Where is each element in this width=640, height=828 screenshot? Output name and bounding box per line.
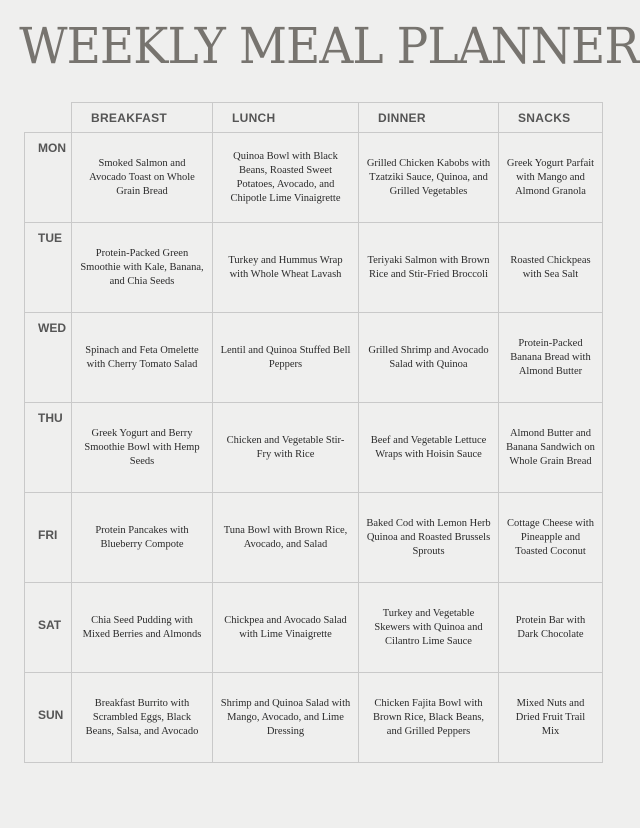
- meal-cell-sat-lunch: Chickpea and Avocado Salad with Lime Vinaigrette: [213, 583, 359, 673]
- meal-cell-wed-snacks: Protein-Packed Banana Bread with Almond Butter: [499, 313, 603, 403]
- meal-cell-mon-dinner: Grilled Chicken Kabobs with Tzatziki Sauce, Quinoa, and Grilled Vegetables: [359, 133, 499, 223]
- table-row: [25, 493, 603, 583]
- meal-cell-tue-breakfast: Protein-Packed Green Smoothie with Kale, Banana, and Chia Seeds: [72, 223, 213, 313]
- column-header-snacks: SNACKS: [499, 103, 603, 133]
- meal-cell-sun-snacks: Mixed Nuts and Dried Fruit Trail Mix: [499, 673, 603, 763]
- meal-cell-tue-snacks: Roasted Chickpeas with Sea Salt: [499, 223, 603, 313]
- day-label-mon: MON: [25, 133, 72, 223]
- table-row: [25, 133, 603, 223]
- column-header-breakfast: BREAKFAST: [72, 103, 213, 133]
- table-row: [25, 673, 603, 763]
- meal-cell-thu-breakfast: Greek Yogurt and Berry Smoothie Bowl with Hemp Seeds: [72, 403, 213, 493]
- meal-cell-mon-breakfast: Smoked Salmon and Avocado Toast on Whole Grain Bread: [72, 133, 213, 223]
- meal-cell-fri-lunch: Tuna Bowl with Brown Rice, Avocado, and Salad: [213, 493, 359, 583]
- meal-cell-sat-snacks: Protein Bar with Dark Chocolate: [499, 583, 603, 673]
- meal-cell-tue-lunch: Turkey and Hummus Wrap with Whole Wheat Lavash: [213, 223, 359, 313]
- meal-cell-fri-snacks: Cottage Cheese with Pineapple and Toasted Coconut: [499, 493, 603, 583]
- day-label-tue: TUE: [25, 223, 72, 313]
- meal-cell-fri-breakfast: Protein Pancakes with Blueberry Compote: [72, 493, 213, 583]
- meal-cell-wed-lunch: Lentil and Quinoa Stuffed Bell Peppers: [213, 313, 359, 403]
- meal-cell-tue-dinner: Teriyaki Salmon with Brown Rice and Stir-Fried Broccoli: [359, 223, 499, 313]
- table-row: [25, 583, 603, 673]
- meal-planner-table: [24, 102, 603, 763]
- table-row: [25, 403, 603, 493]
- day-label-wed: WED: [25, 313, 72, 403]
- header-row: [25, 103, 603, 133]
- meal-cell-sat-breakfast: Chia Seed Pudding with Mixed Berries and Almonds: [72, 583, 213, 673]
- table-row: [25, 223, 603, 313]
- meal-cell-fri-dinner: Baked Cod with Lemon Herb Quinoa and Roasted Brussels Sprouts: [359, 493, 499, 583]
- meal-cell-sun-lunch: Shrimp and Quinoa Salad with Mango, Avocado, and Lime Dressing: [213, 673, 359, 763]
- page-title: WEEKLY MEAL PLANNER: [19, 17, 639, 75]
- meal-cell-thu-dinner: Beef and Vegetable Lettuce Wraps with Hoisin Sauce: [359, 403, 499, 493]
- meal-cell-sun-breakfast: Breakfast Burrito with Scrambled Eggs, Black Beans, Salsa, and Avocado: [72, 673, 213, 763]
- meal-cell-thu-snacks: Almond Butter and Banana Sandwich on Whole Grain Bread: [499, 403, 603, 493]
- day-label-sun: SUN: [25, 673, 72, 763]
- table-row: [25, 313, 603, 403]
- meal-cell-sat-dinner: Turkey and Vegetable Skewers with Quinoa and Cilantro Lime Sauce: [359, 583, 499, 673]
- meal-cell-wed-breakfast: Spinach and Feta Omelette with Cherry Tomato Salad: [72, 313, 213, 403]
- meal-cell-mon-lunch: Quinoa Bowl with Black Beans, Roasted Sweet Potatoes, Avocado, and Chipotle Lime Vinaigrette: [213, 133, 359, 223]
- meal-cell-mon-snacks: Greek Yogurt Parfait with Mango and Almond Granola: [499, 133, 603, 223]
- meal-cell-wed-dinner: Grilled Shrimp and Avocado Salad with Quinoa: [359, 313, 499, 403]
- meal-cell-thu-lunch: Chicken and Vegetable Stir-Fry with Rice: [213, 403, 359, 493]
- day-label-fri: FRI: [25, 493, 72, 583]
- column-header-dinner: DINNER: [359, 103, 499, 133]
- day-label-sat: SAT: [25, 583, 72, 673]
- day-label-thu: THU: [25, 403, 72, 493]
- corner-cell: [25, 103, 72, 133]
- meal-cell-sun-dinner: Chicken Fajita Bowl with Brown Rice, Black Beans, and Grilled Peppers: [359, 673, 499, 763]
- column-header-lunch: LUNCH: [213, 103, 359, 133]
